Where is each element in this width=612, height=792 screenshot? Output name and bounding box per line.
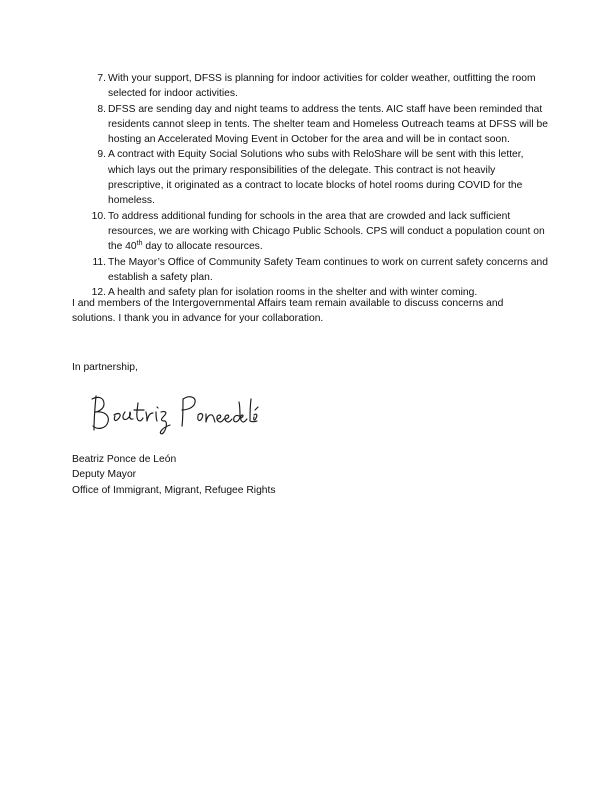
list-item-text-part: day to allocate resources. xyxy=(142,241,263,253)
list-item-text: The Mayor’s Office of Community Safety Team continues to work on current safety concerns and establish a safety plan. xyxy=(108,256,548,283)
salutation: In partnership, xyxy=(72,362,138,373)
list-item xyxy=(90,209,550,255)
list-item-number: 10. xyxy=(91,210,106,222)
list-item-number: 11. xyxy=(92,256,106,268)
list-item xyxy=(90,147,550,208)
ordinal-superscript: th xyxy=(136,240,143,248)
list-item-number: 12. xyxy=(91,287,106,299)
list-item-text: With your support, DFSS is planning for indoor activities for colder weather, outfitting the room selected for indoor activities. xyxy=(108,73,536,100)
numbered-list xyxy=(90,71,550,300)
list-item xyxy=(90,255,550,286)
handwritten-signature xyxy=(80,381,260,441)
list-item-number: 8. xyxy=(97,103,106,115)
list-item-text-part: To address additional funding for schools in the area that are crowded and lack sufficient resources, we are working with Chicago Public Schools. CPS will conduct a population count on the 40 xyxy=(108,210,545,253)
list-item-text: DFSS are sending day and night teams to address the tents. AIC staff have been reminded that residents cannot sleep in tents. The shelter team and Homeless Outreach teams at DFSS will be hosting an Accelerated Moving Event in October for the area and will be in contact soon. xyxy=(108,103,548,146)
list-item-text: A contract with Equity Social Solutions who subs with ReloShare will be sent with this letter, which lays out the primary responsibilities of the delegate. This contract is not heavily prescriptive, it originated as a contract to locate blocks of hotel rooms during COVID for the homeless. xyxy=(108,149,524,207)
list-item xyxy=(90,102,550,148)
closing-paragraph: I and members of the Intergovernmental Affairs team remain available to discuss concerns and solutions. I thank you in advance for your collaboration. xyxy=(72,298,504,325)
signer-office: Office of Immigrant, Migrant, Refugee Rights xyxy=(72,484,276,496)
list-item-text: A health and safety plan for isolation rooms in the shelter and with winter coming. xyxy=(108,287,478,299)
list-item-number: 7. xyxy=(97,73,106,84)
list-item-text xyxy=(108,209,550,255)
signer-block xyxy=(72,452,276,498)
list-item xyxy=(90,71,550,102)
list-item-number: 9. xyxy=(97,149,106,161)
signer-title: Deputy Mayor xyxy=(72,469,137,481)
signer-name: Beatriz Ponce de León xyxy=(72,454,177,465)
